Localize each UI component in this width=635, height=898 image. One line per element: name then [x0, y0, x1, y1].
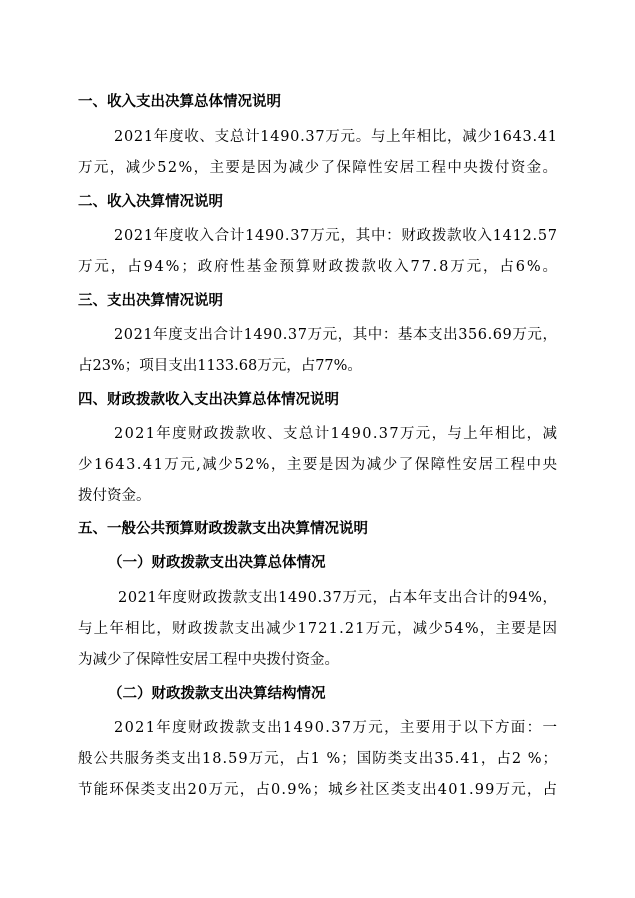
paragraph-line: [0, 356, 635, 376]
paragraph-line: [0, 158, 635, 178]
text-line: 2021年度收、支总计1490.37万元。与上年相比，减少1643.41: [114, 129, 558, 145]
text-line: 节能环保类支出20万元，占0.9%；城乡社区类支出401.99万元，占: [78, 782, 559, 798]
subsection-heading: （一）财政拨款支出决算总体情况: [108, 554, 326, 571]
paragraph-line: [0, 127, 635, 147]
paragraph-line: [0, 718, 635, 738]
text-line: 2021年度财政拨款收、支总计1490.37万元，与上年相比，减: [114, 426, 559, 442]
text-line: 与上年相比，财政拨款支出减少1721.21万元，减少54%，主要是因: [78, 621, 559, 637]
text-line: 2021年度财政拨款支出1490.37万元，占本年支出合计的94%，: [118, 590, 558, 606]
paragraph-line: [0, 619, 635, 639]
paragraph-line: [0, 226, 635, 246]
text-line: 拨付资金。: [78, 488, 151, 504]
paragraph-line: [0, 424, 635, 444]
text-line: 般公共服务类支出18.59万元，占1 %；国防类支出35.41，占2 %；: [78, 751, 559, 767]
paragraph-line: [0, 749, 635, 769]
text-line: 为减少了保障性安居工程中央拨付资金。: [78, 652, 339, 668]
text-line: 2021年度财政拨款支出1490.37万元，主要用于以下方面：一: [114, 720, 559, 736]
paragraph-line: [0, 588, 635, 608]
text-line: 少1643.41万元,减少52%，主要是因为减少了保障性安居工程中央: [78, 457, 559, 473]
paragraph-line: [0, 257, 635, 277]
paragraph-line: [0, 325, 635, 345]
text-line: 占23%；项目支出1133.68万元，占77%。: [78, 358, 362, 374]
section-heading: 二、收入决算情况说明: [78, 194, 223, 210]
paragraph-line: [0, 486, 635, 506]
text-line: 2021年度支出合计1490.37万元，其中：基本支出356.69万元，: [114, 327, 558, 343]
subsection-heading: （二）财政拨款支出决算结构情况: [108, 685, 326, 702]
paragraph-line: [0, 780, 635, 800]
section-heading: 四、财政拨款收入支出决算总体情况说明: [78, 392, 339, 408]
text-line: 万元，占94%；政府性基金预算财政拨款收入77.8万元，占6%。: [78, 259, 559, 275]
section-heading: 三、支出决算情况说明: [78, 293, 223, 309]
paragraph-line: [0, 650, 635, 670]
text-line: 万元，减少52%，主要是因为减少了保障性安居工程中央拨付资金。: [78, 160, 559, 176]
text-line: 2021年度收入合计1490.37万元，其中：财政拨款收入1412.57: [114, 228, 558, 244]
section-heading: 一、收入支出决算总体情况说明: [78, 94, 281, 110]
paragraph-line: [0, 455, 635, 475]
section-heading: 五、一般公共预算财政拨款支出决算情况说明: [78, 521, 368, 537]
